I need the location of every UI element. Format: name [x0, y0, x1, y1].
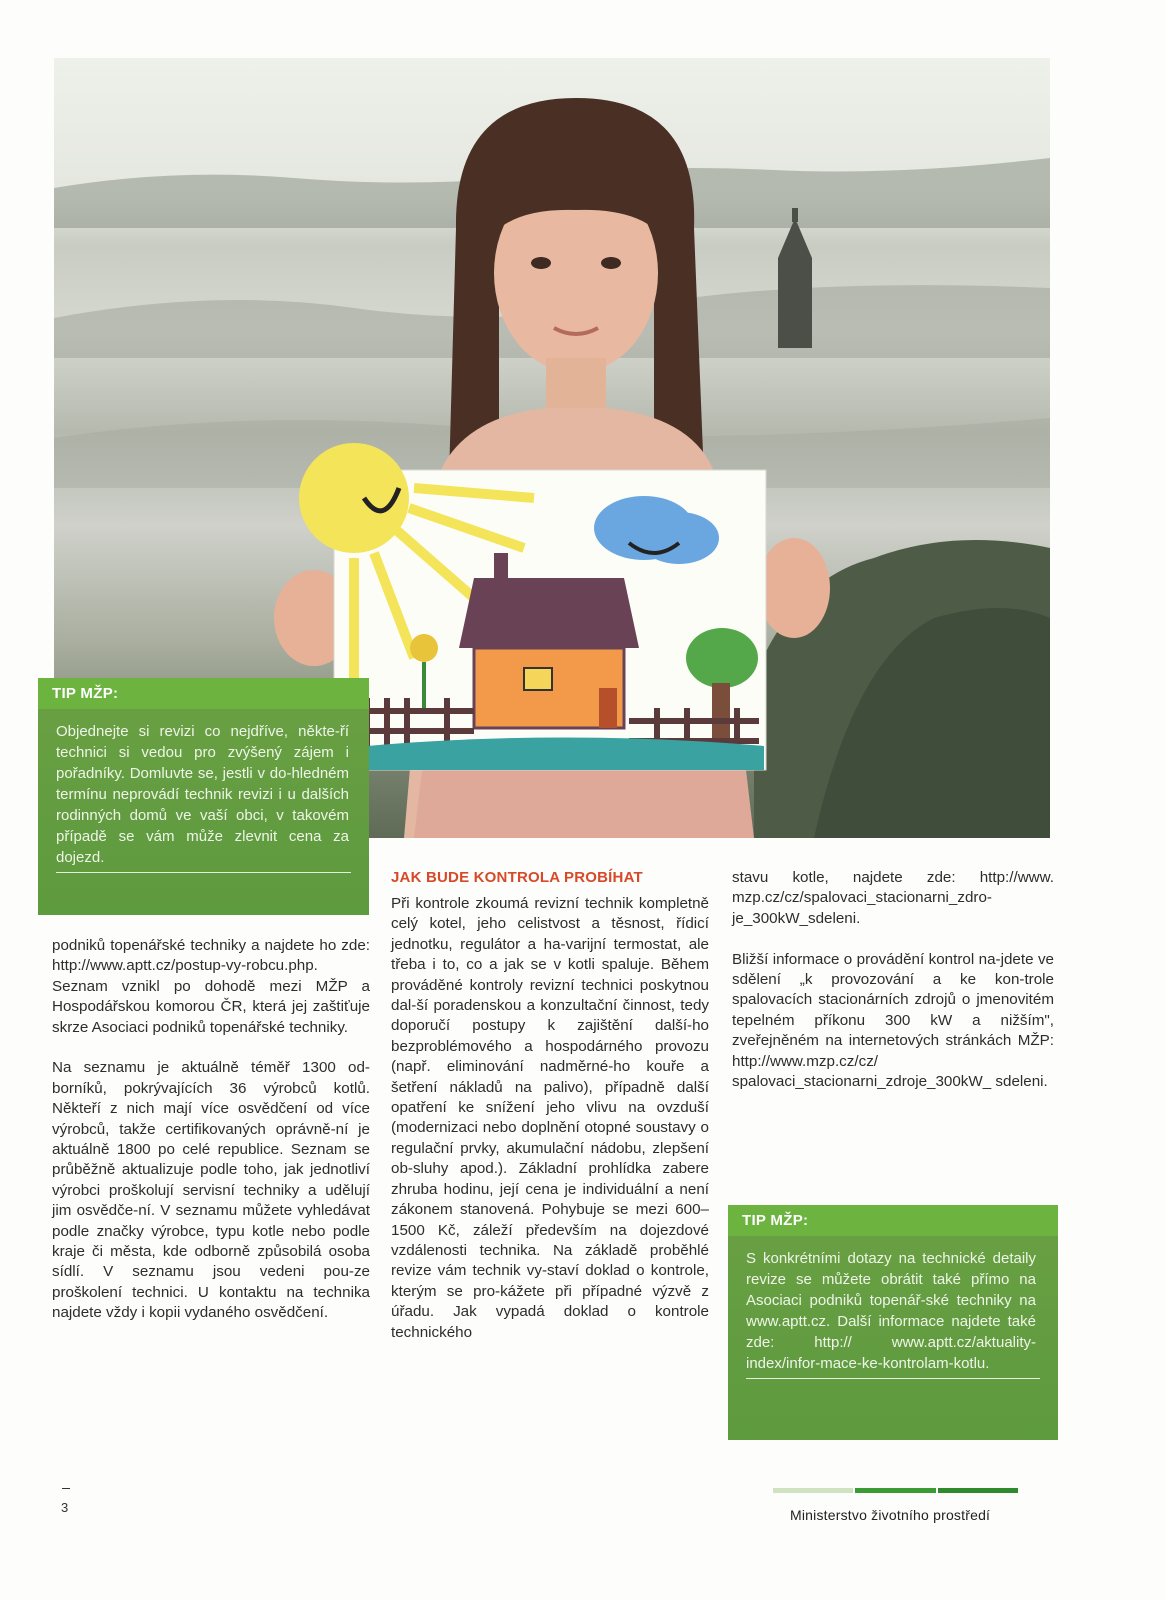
- tip-box-1-title: TIP MŽP:: [38, 678, 369, 709]
- col3-paragraph-1: stavu kotle, najdete zde: http://www. mzp.cz/cz/spalovaci_stacionarni_zdro-je_300kW_sdeleni.: [732, 869, 1054, 927]
- tip-box-2: [728, 1205, 1058, 1440]
- tip-box-1-rule: [56, 872, 351, 873]
- footer-color-bars: [773, 1488, 1018, 1493]
- tip-box-1-text: Objednejte si revizi co nejdříve, někte-ří technici si vedou pro zvýšený zájem i pořadníky. Domluvte se, jestli v do-hledném termínu neprovádí technik revizi i u dalších rodinných domů ve vaší obci, v takovém případě se vám může zlevnit cena za dojezd.: [56, 723, 349, 866]
- tip-box-1: [38, 678, 369, 915]
- ministry-name: Ministerstvo životního prostředí: [790, 1507, 991, 1523]
- col3-paragraph-2: Bližší informace o provádění kontrol na-jdete ve sdělení „k provozování a ke kon-trole spalovacích stacionárních zdrojů o jmenovitém tepelném příkonu 300 kW a nižším", zveřejněném na internetových stránkách MŽP: http://www.mzp.cz/cz/ spalovaci_stacionarni_zdroje_300kW_ sdeleni.: [732, 950, 1054, 1091]
- child-drawing: [299, 443, 766, 770]
- col2-paragraph-1: Při kontrole zkoumá revizní technik kompletně celý kotel, jeho celistvost a těsnost, řídicí jednotku, regulátor a ha-varijní termostat, ale třeba i to, co a jak se v kotli spaluje. Během prováděné kontroly revizní technici poskytnou dal-ší poradenskou a konzultační činnost, tedy doporučí postupy k zajištění další-ho bezproblémového a hospodárného provozu (např. eliminování nadměrné-ho kouře a šetření nákladů na palivo), případně další opatření ke snížení jeho vlivu na ovzduší (modernizaci nebo doplnění otopné soustavy o regulační prvky, akumulační nádobu, zlepšení ob-sluhy apod.). Základní prohlídka zabere zhruba hodinu, její cena je individuální a není zákonem stanovená. Pohybuje se mezi 600–1500 Kč, záleží především na dojezdové vzdálenosti technika. Na základě proběhlé revize vám technik vy-staví doklad o kontrole, kterým se pro-kážete při případné výzvě z úřadu. Jak vypadá doklad o kontrole technického: [391, 895, 709, 1341]
- footer-bar-dark: [938, 1488, 1018, 1493]
- footer-bar-medium: [855, 1488, 935, 1493]
- footer-bar-light: [773, 1488, 853, 1493]
- col1-paragraph-2: Na seznamu je aktuálně téměř 1300 od-borníků, pokrývajících 36 výrobců kotlů. Někteří z nich mají více osvědčení od více výrobců, takže certifikovaných oprávně-ní je aktuálně 1800 po celé republice. Seznam se průběžně aktualizuje podle toho, jak jednotliví výrobci proškolují servisní techniky a udělují jim osvědče-ní. V seznamu můžete vyhledávat podle značky výrobce, typu kotle nebo podle kraje či města, kde odborně způsobilá osoba sídlí. V seznamu jsou vedeni pou-ze proškolení technici. U kontaktu na technika najdete vždy i kopii vydaného osvědčení.: [52, 1059, 370, 1322]
- column-3: [732, 868, 1054, 1113]
- section-heading: JAK BUDE KONTROLA PROBÍHAT: [391, 869, 643, 886]
- page-number-tick: [62, 1488, 70, 1489]
- tip-box-2-title: TIP MŽP:: [728, 1205, 1058, 1236]
- column-1: [52, 936, 370, 1344]
- tip-box-2-rule: [746, 1378, 1040, 1379]
- col1-paragraph-1: podniků topenářské techniky a najdete ho zde: http://www.aptt.cz/postup-vy-robcu.php. Seznam vznikl po dohodě mezi MŽP a Hospodářskou komorou ČR, která jej zaštiťuje skrze Asociaci podniků topenářské techniky.: [52, 937, 370, 1036]
- page-number: 3: [61, 1500, 69, 1515]
- column-2: [391, 894, 709, 1363]
- tip-box-2-text: S konkrétními dotazy na technické detaily revize se můžete obrátit také přímo na Asociaci podniků topenář-ské techniky na www.aptt.cz. Další informace najdete také zde: http:// www.aptt.cz/aktuality-index/infor-mace-ke-kontrolam-kotlu.: [746, 1250, 1036, 1372]
